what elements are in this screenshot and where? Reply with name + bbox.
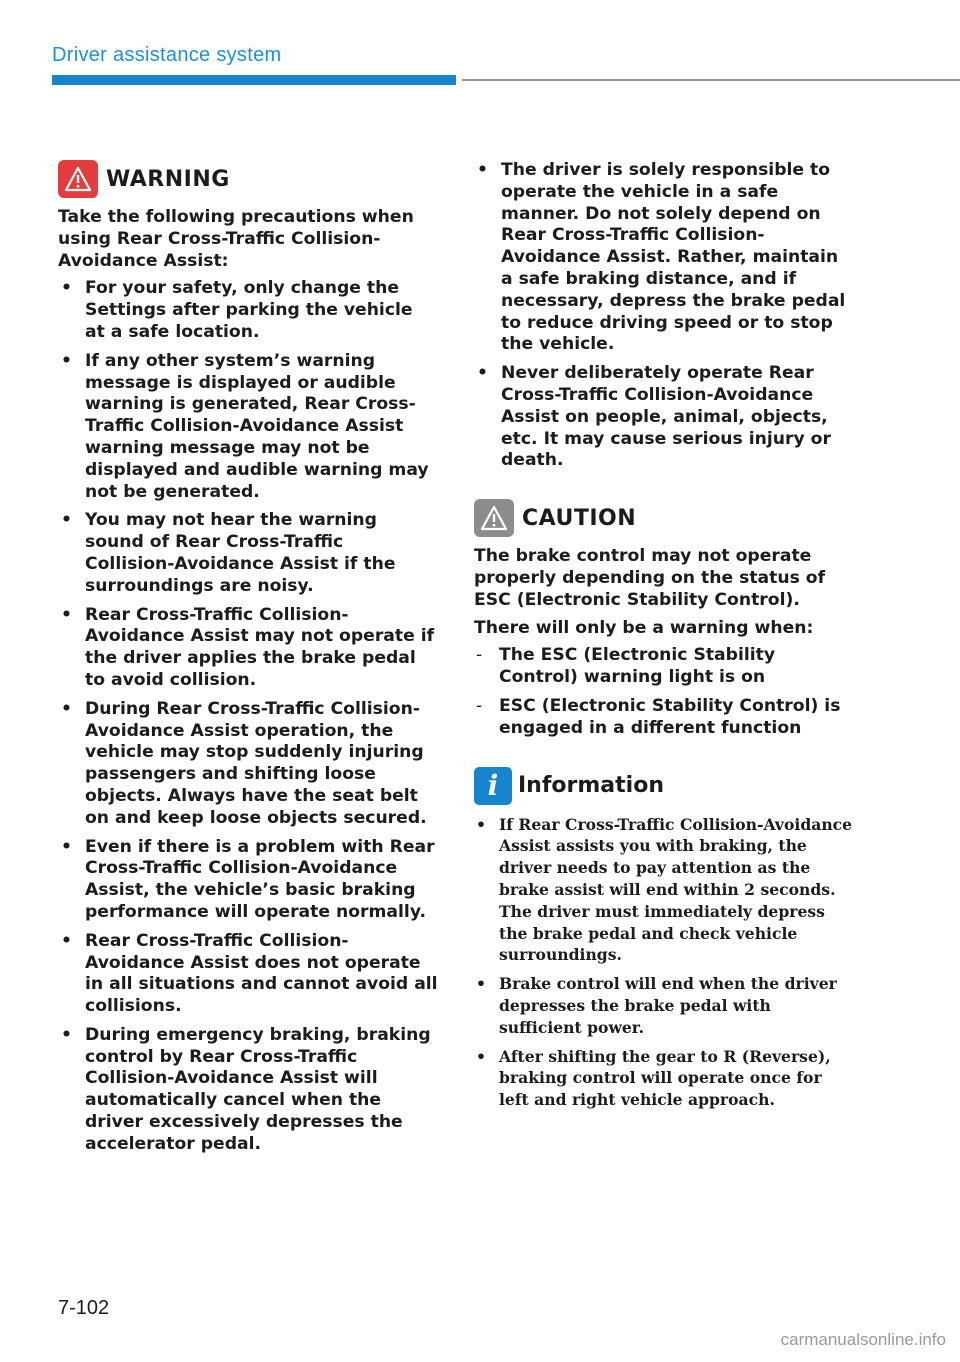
warning-intro: Take the following precautions when using Rear Cross-Traffic Collision-Avoidance Assist:: [58, 207, 414, 271]
information-list: [474, 814, 854, 1111]
list-item: • Even if there is a problem with Rear Cross-Traffic Collision-Avoidance Assist, the vehicle’s basic braking performance will operate normally.: [61, 836, 435, 922]
info-icon: i: [474, 767, 512, 805]
page-number: 7-102: [58, 1297, 110, 1319]
header-accent-bar: [52, 75, 456, 85]
caution-heading-text: CAUTION: [522, 505, 637, 531]
list-item: - ESC (Electronic Stability Control) is engaged in a different function: [476, 695, 841, 738]
information-heading: [474, 767, 854, 805]
list-item: • If Rear Cross-Traffic Collision-Avoidance Assist assists you with braking, the driver needs to pay attention as the brake assist will end within 2 seconds. The driver must immediately depress the brake pedal and check vehicle surroundings.: [476, 814, 853, 965]
caution-list: [474, 645, 854, 739]
warning-heading: [58, 160, 438, 198]
caution-intro: The brake control may not operate properly depending on the status of ESC (Electronic Stability Control).: [474, 546, 826, 610]
warning-triangle-icon: [58, 160, 98, 198]
list-item: • You may not hear the warning sound of Rear Cross-Traffic Collision-Avoidance Assist if the surroundings are noisy.: [61, 510, 396, 596]
list-item: - The ESC (Electronic Stability Control) warning light is on: [476, 645, 776, 688]
list-item: • Rear Cross-Traffic Collision-Avoidance Assist may not operate if the driver applies the brake pedal to avoid collision.: [61, 604, 435, 690]
list-item: • The driver is solely responsible to operate the vehicle in a safe manner. Do not solely depend on Rear Cross-Traffic Collision-Avoidance Assist. Rather, maintain a safe braking distance, and if necessary, depress the brake pedal to reduce driving speed or to stop the vehicle.: [477, 160, 846, 355]
watermark-text: carmanualsonline.info: [780, 1330, 946, 1349]
list-item: • If any other system’s warning message is displayed or audible warning is generated, Rear Cross-Traffic Collision-Avoidance Assist warning message may not be displayed and audible warning may not be generated.: [61, 350, 429, 502]
list-item: • Brake control will end when the driver depresses the brake pedal with sufficient power.: [476, 974, 837, 1037]
caution-heading: [474, 499, 854, 537]
list-item: • Never deliberately operate Rear Cross-Traffic Collision-Avoidance Assist on people, animal, objects, etc. It may cause serious injury or death.: [477, 363, 831, 471]
caution-triangle-icon: [474, 499, 514, 537]
left-column: [58, 160, 438, 1163]
section-title: Driver assistance system: [52, 44, 282, 66]
list-item: • For your safety, only change the Settings after parking the vehicle at a safe location.: [61, 278, 413, 342]
warning-list: [58, 278, 438, 1155]
list-item: • During Rear Cross-Traffic Collision-Avoidance Assist operation, the vehicle may stop suddenly injuring passengers and shifting loose objects. Always have the seat belt on and keep loose objects secured.: [61, 698, 427, 828]
list-item: • During emergency braking, braking control by Rear Cross-Traffic Collision-Avoidance Assist will automatically cancel when the driver excessively depresses the accelerator pedal.: [61, 1024, 431, 1154]
information-heading-text: Information: [518, 773, 664, 799]
caution-subintro: There will only be a warning when:: [474, 617, 814, 638]
warning-heading-text: WARNING: [106, 166, 230, 192]
list-item: • Rear Cross-Traffic Collision-Avoidance Assist does not operate in all situations and cannot avoid all collisions.: [61, 930, 438, 1017]
header-divider: [462, 79, 960, 81]
warning-list-continued: [474, 160, 854, 472]
list-item: • After shifting the gear to R (Reverse), braking control will operate once for left and right vehicle approach.: [476, 1046, 831, 1110]
right-column: [474, 160, 854, 1118]
